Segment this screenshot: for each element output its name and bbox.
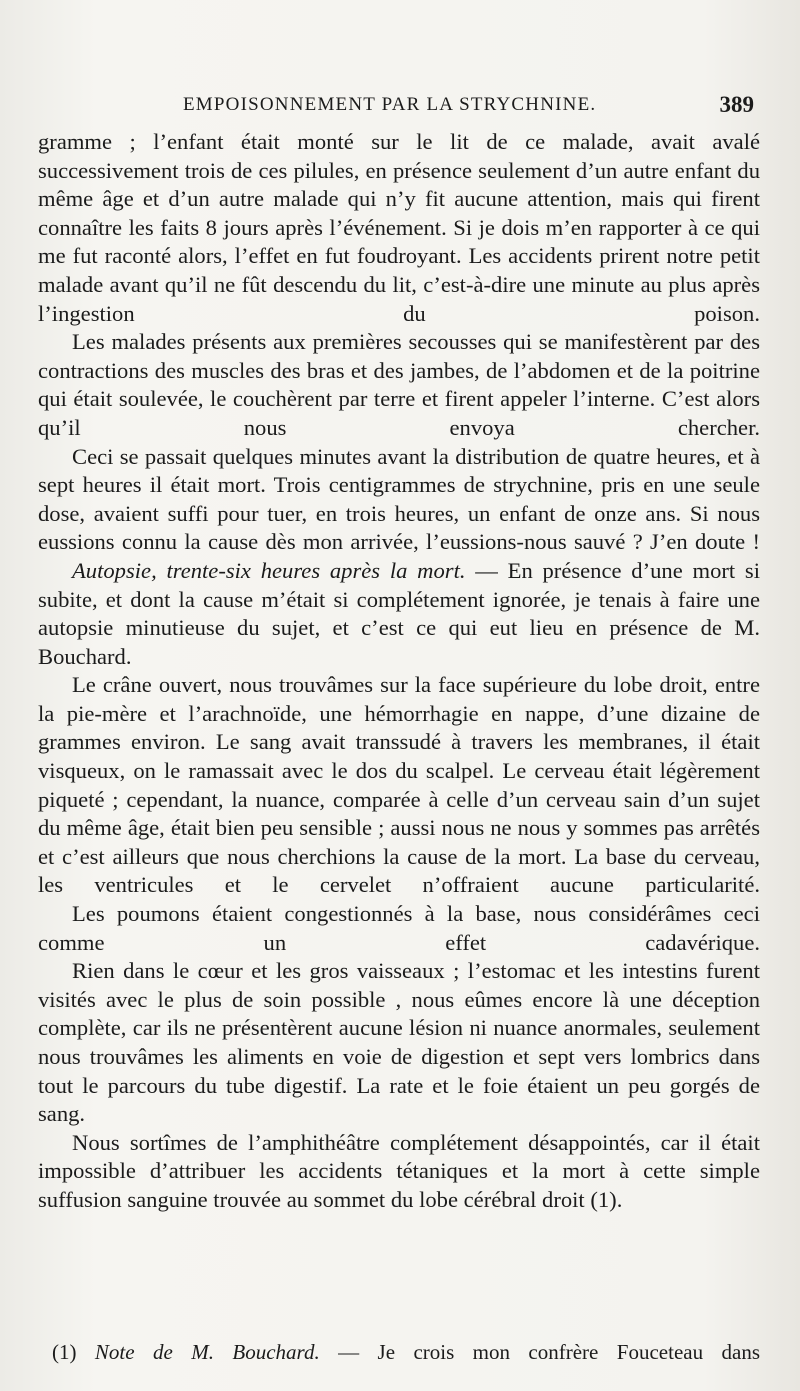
paragraph: Le crâne ouvert, nous trouvâmes sur la face supérieure du lobe droit, entre la pie-mère et l’arachnoïde, une hémorrhagie en nappe, d’une dizaine de grammes environ. Le sang avait transsudé à travers les membranes, il était visqueux, on le ramassait avec le dos du scalpel. Le cerveau était légèrement piqueté ; cependant, la nuance, comparée à celle d’un cerveau sain d’un sujet du même âge, était bien peu sensible ; aussi nous ne nous y sommes pas arrêtés et c’est ailleurs que nous cherchions la cause de la mort. La base du cerveau, les ventricules et le cervelet n’offraient aucune particularité. [38, 672, 760, 898]
running-title: EMPOISONNEMENT PAR LA STRYCHNINE. [183, 94, 597, 115]
page-number: 389 [719, 92, 754, 117]
paragraph-continuation: gramme ; l’enfant était monté sur le lit de ce malade, avait avalé successivement trois de ces pilules, en présence seulement d’un autre enfant du même âge et d’un autre malade qui n’y fit aucune attention, mais qui firent connaître les faits 8 jours après l’événement. Si je dois m’en rapporter à ce qui me fut raconté alors, l’effet en fut foudroyant. Les accidents prirent notre petit malade avant qu’il ne fût descendu du lit, c’est-à-dire une minute au plus après l’ingestion du poison. [38, 129, 760, 326]
footnote [52, 1338, 760, 1366]
paragraph-autopsie [38, 557, 760, 671]
page-header [38, 92, 760, 128]
footnote-source: Note de M. Bouchard. [94, 1340, 320, 1364]
paragraph: Les malades présents aux premières secousses qui se manifestèrent par des contractions des muscles des bras et des jambes, de l’abdomen et de la poitrine qui était soulevée, le couchèrent par terre et firent appeler l’interne. C’est alors qu’il nous envoya chercher. [38, 329, 760, 440]
footnote-text: — Je crois mon confrère Fouceteau dans [319, 1340, 760, 1364]
section-lead: Autopsie, trente-six heures après la mort. [72, 557, 466, 583]
body-text [38, 128, 760, 1215]
paragraph-text: — En présence d’une mort si subite, et dont la cause m’était si complétement ignorée, je tenais à faire une autopsie minutieuse du sujet, et c’est ce qui eut lieu en présence de M. Bouchard. [38, 557, 761, 669]
paragraph: Ceci se passait quelques minutes avant la distribution de quatre heures, et à sept heures il était mort. Trois centigrammes de strychnine, pris en une seule dose, avaient suffi pour tuer, en trois heures, un enfant de onze ans. Si nous eussions connu la cause dès mon arrivée, l’eussions-nous sauvé ? J’en doute ! [38, 443, 760, 555]
paragraph: Nous sortîmes de l’amphithéâtre complétement désappointés, car il était impossible d’attribuer les accidents tétaniques et la mort à cette simple suffusion sanguine trouvée au sommet du lobe cérébral droit (1). [38, 1129, 760, 1212]
paragraph: Les poumons étaient congestionnés à la base, nous considérâmes ceci comme un effet cadavérique. [38, 901, 760, 955]
paragraph: Rien dans le cœur et les gros vaisseaux ; l’estomac et les intestins furent visités avec le plus de soin possible , nous eûmes encore là une déception complète, car ils ne présentèrent aucune lésion ni nuance anormales, seulement nous trouvâmes les aliments en voie de digestion et sept vers lombrics dans tout le parcours du tube digestif. La rate et le foie étaient un peu gorgés de sang. [38, 958, 760, 1127]
footnote-marker: (1) [52, 1340, 77, 1364]
